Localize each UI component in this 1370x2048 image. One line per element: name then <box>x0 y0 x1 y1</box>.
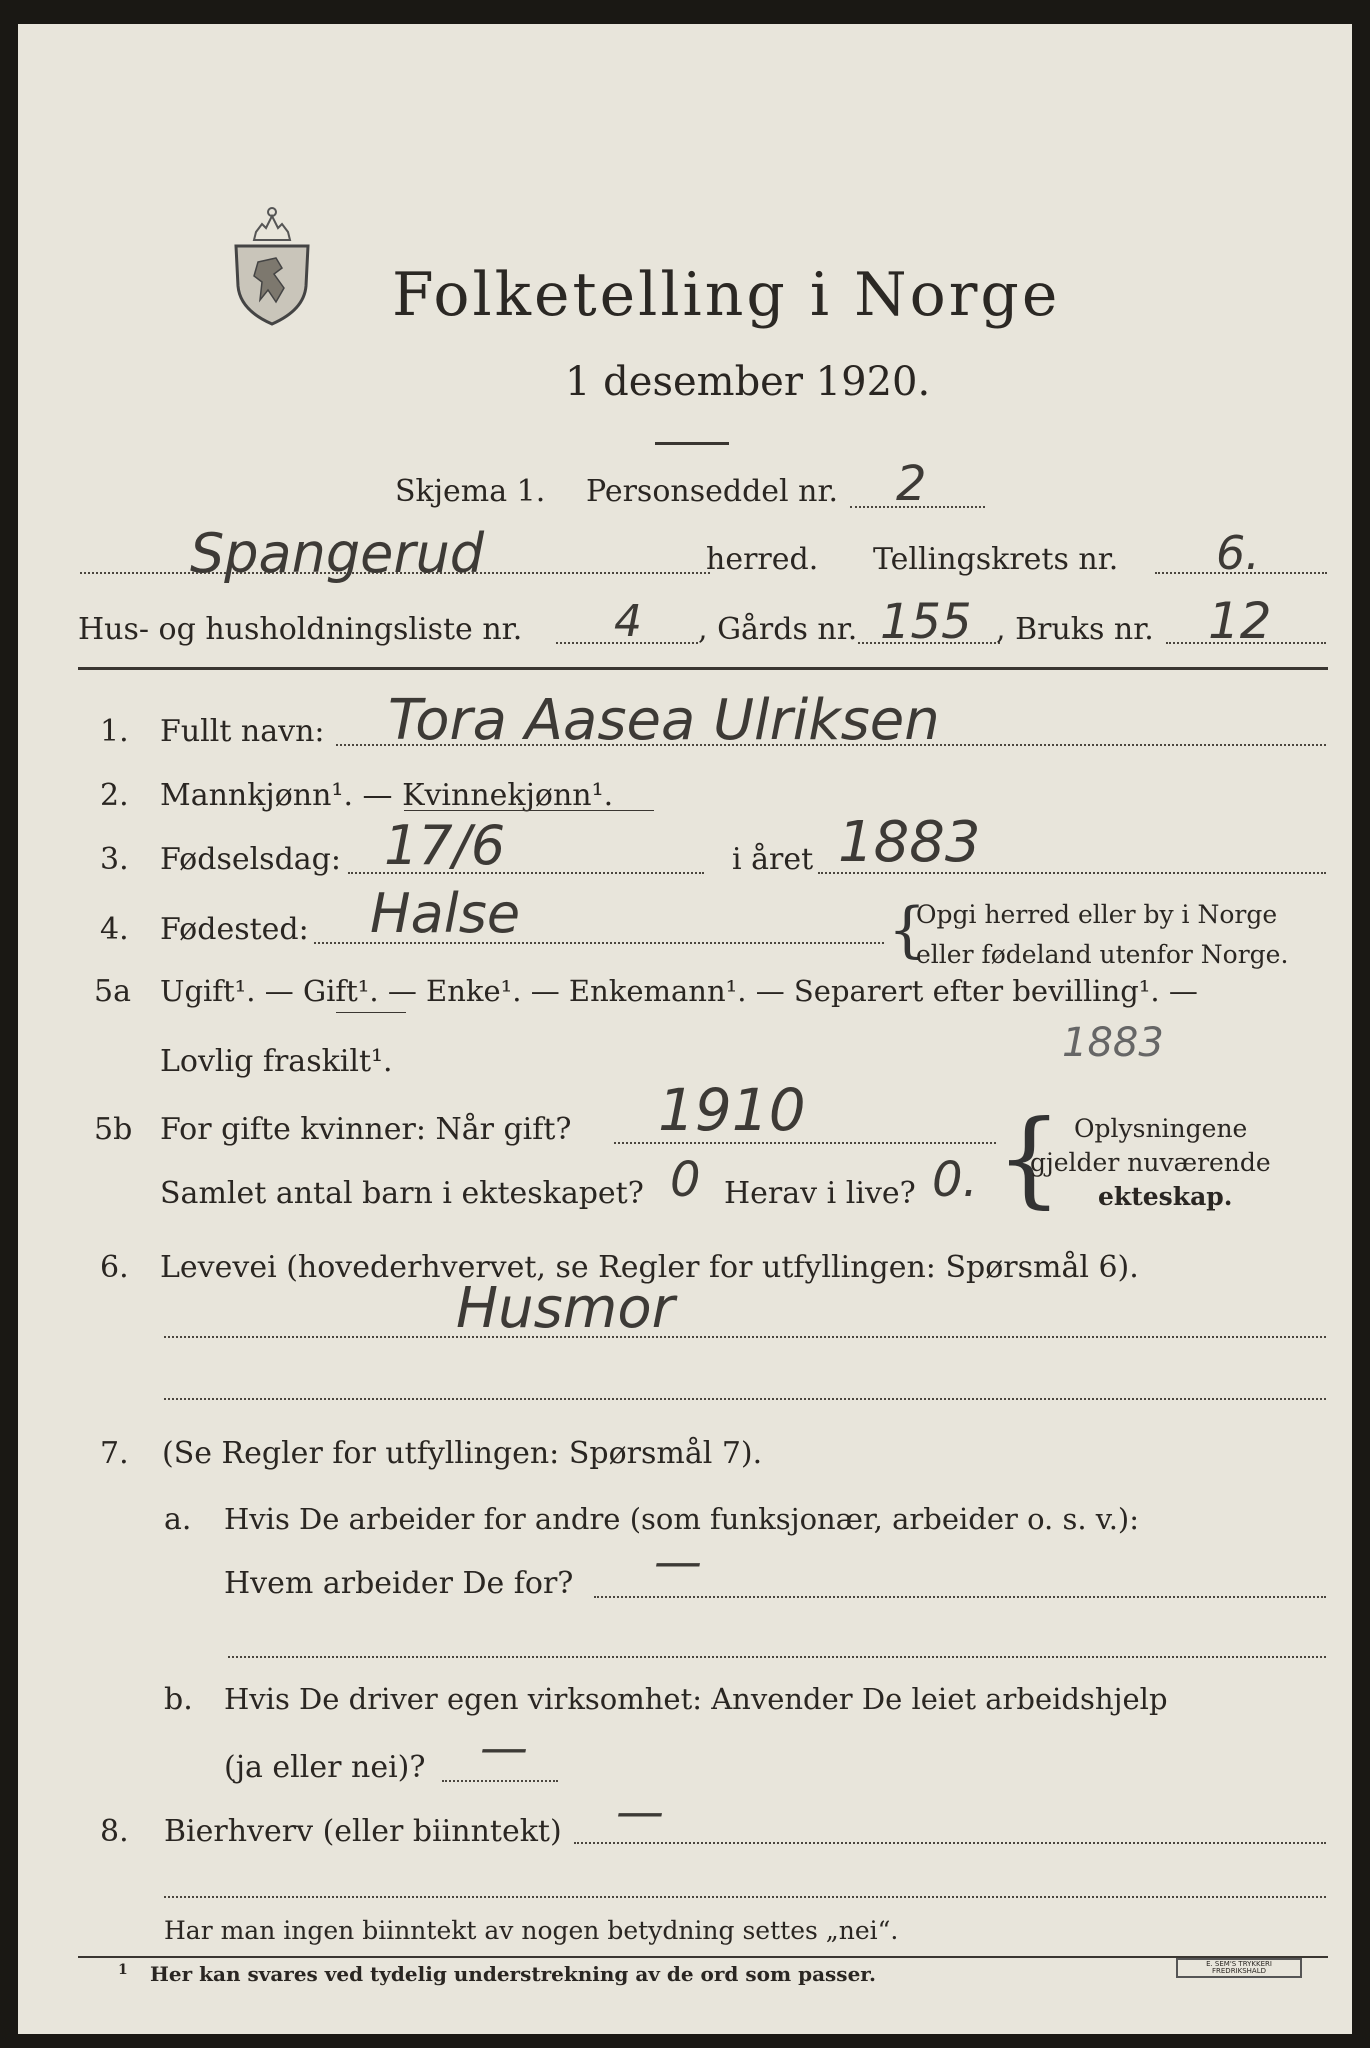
q5b-note-brace: { <box>996 1097 1063 1219</box>
q8-field-line-1 <box>574 1842 1326 1844</box>
q5b-note-line3: ekteskap. <box>1098 1182 1233 1211</box>
printer-stamp <box>1176 1958 1302 1978</box>
q7a-line1: Hvis De arbeider for andre (som funksjonær, arbeider o. s. v.): <box>224 1502 1140 1536</box>
q7-label: (Se Regler for utfyllingen: Spørsmål 7). <box>162 1436 763 1471</box>
skjema-label: Skjema 1. <box>395 474 546 509</box>
q5a-line2: Lovlig fraskilt¹. <box>160 1044 393 1079</box>
q5a-gift-underline <box>336 1012 406 1013</box>
q7b-line1: Hvis De driver egen virksomhet: Anvender De leiet arbeidshjelp <box>224 1682 1168 1716</box>
q3-label: Fødselsdag: <box>160 842 341 877</box>
q5a-margin-note: 1883 <box>1062 1020 1164 1066</box>
q3-year-value: 1883 <box>838 810 981 875</box>
q4-note-line2: eller fødeland utenfor Norge. <box>916 940 1289 969</box>
q5b-married-value: 1910 <box>658 1076 806 1144</box>
q7a-letter: a. <box>164 1502 192 1537</box>
q2-number: 2. <box>100 778 129 813</box>
q6-label: Levevei (hovederhvervet, se Regler for utfyllingen: Spørsmål 6). <box>160 1250 1139 1285</box>
q1-label: Fullt navn: <box>160 714 325 749</box>
herred-label: herred. <box>706 542 819 577</box>
tellingskrets-label: Tellingskrets nr. <box>873 542 1119 577</box>
q5b-number: 5b <box>94 1112 133 1147</box>
header-divider <box>78 667 1328 670</box>
q5b-alive-value: 0. <box>932 1152 978 1208</box>
q8-number: 8. <box>100 1814 129 1849</box>
q1-value: Tora Aasea Ulriksen <box>388 688 940 753</box>
footnote-mark: 1 <box>118 1962 128 1978</box>
q4-note-brace: { <box>888 895 927 965</box>
q7a-field-line-2 <box>228 1656 1326 1658</box>
q8-field-line-2 <box>164 1896 1326 1898</box>
bruks-label: , Bruks nr. <box>996 612 1154 647</box>
q1-number: 1. <box>100 714 129 749</box>
q7a-line2: Hvem arbeider De for? <box>224 1566 574 1601</box>
q5b-note-line1: Oplysningene <box>1074 1114 1248 1143</box>
q6-field-line-1 <box>164 1336 1326 1338</box>
q6-field-line-2 <box>164 1398 1326 1400</box>
title-divider <box>655 442 729 445</box>
q7a-field-line-1 <box>594 1596 1326 1598</box>
q3-year-label: i året <box>732 842 814 877</box>
q3-number: 3. <box>100 842 129 877</box>
q4-number: 4. <box>100 912 129 947</box>
q5b-label3: Herav i live? <box>724 1176 916 1211</box>
form-title: Folketelling i Norge <box>392 260 1061 330</box>
footnote-text: Her kan svares ved tydelig understrekning av de ord som passer. <box>150 1962 876 1986</box>
q3-date-value: 17/6 <box>384 814 506 877</box>
q5b-label1: For gifte kvinner: Når gift? <box>160 1112 572 1147</box>
personseddel-value: 2 <box>896 456 927 512</box>
bruks-value: 12 <box>1208 592 1272 650</box>
q5b-label2: Samlet antal barn i ekteskapet? <box>160 1176 644 1211</box>
q7a-value: — <box>654 1534 702 1590</box>
q4-value: Halse <box>370 882 521 945</box>
q6-value: Husmor <box>456 1276 675 1341</box>
q5b-note-line2: gjelder nuværende <box>1030 1148 1271 1177</box>
coat-of-arms-icon <box>224 202 320 328</box>
q7b-line2: (ja eller nei)? <box>224 1750 426 1785</box>
q5a-number: 5a <box>94 974 131 1009</box>
personseddel-label: Personseddel nr. <box>586 474 839 509</box>
q5b-children-value: 0 <box>670 1152 701 1208</box>
husholdningsliste-value: 4 <box>614 596 642 647</box>
q4-note-line1: Opgi herred eller by i Norge <box>916 900 1278 929</box>
q8-value: — <box>616 1784 664 1840</box>
footer-note: Har man ingen biinntekt av nogen betydning settes „nei“. <box>164 1916 899 1945</box>
herred-value: Spangerud <box>190 522 485 585</box>
census-form-page <box>18 24 1352 2034</box>
q6-number: 6. <box>100 1250 129 1285</box>
q2-label: Mannkjønn¹. — Kvinnekjønn¹. <box>160 778 614 813</box>
census-date: 1 desember 1920. <box>565 359 931 405</box>
q7b-letter: b. <box>164 1682 193 1717</box>
q7b-field-line <box>442 1780 558 1782</box>
footnote-divider <box>78 1956 1328 1958</box>
q4-label: Fødested: <box>160 912 309 947</box>
gards-value: 155 <box>880 594 972 650</box>
gards-label: , Gårds nr. <box>698 612 858 647</box>
q5a-line1: Ugift¹. — Gift¹. — Enke¹. — Enkemann¹. — Separert efter bevilling¹. — <box>160 974 1198 1008</box>
q7b-value: — <box>480 1720 528 1776</box>
q8-label: Bierhverv (eller biinntekt) <box>164 1814 562 1849</box>
tellingskrets-value: 6. <box>1216 526 1260 580</box>
printer-stamp-text: E. SEM'S TRYKKERI FREDRIKSHALD <box>1206 1960 1272 1975</box>
q2-strike-mark <box>404 810 654 811</box>
q7-number: 7. <box>100 1436 129 1471</box>
husholdningsliste-label: Hus- og husholdningsliste nr. <box>78 612 523 647</box>
